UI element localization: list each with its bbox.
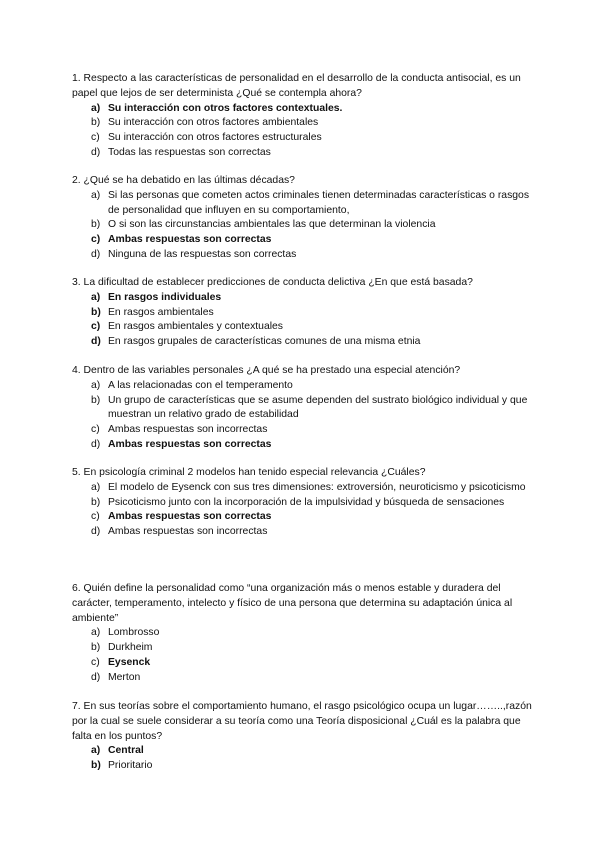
option-c: c) En rasgos ambientales y contextuales — [91, 321, 284, 333]
question-3 — [72, 276, 532, 350]
question-text: 3. La dificultad de establecer predicciones de conducta delictiva ¿En que está basada? — [72, 277, 473, 288]
option-a: a) A las relacionadas con el temperamento — [91, 379, 293, 391]
option-c: c) Ambas respuestas son correctas — [91, 234, 272, 246]
option-b: b) En rasgos ambientales — [91, 306, 214, 318]
options-list — [72, 481, 532, 540]
question-7 — [72, 700, 532, 774]
option-b: b) Durkheim — [91, 642, 153, 654]
option-a: a) Lombrosso — [91, 627, 160, 639]
question-6 — [72, 582, 532, 686]
option-a: a) Su interacción con otros factores contextuales. — [91, 102, 343, 114]
option-a: a) Si las personas que cometen actos criminales tienen determinadas características o rasgos de personalidad que influyen en su comportamiento, — [91, 189, 530, 216]
option-d: d) Todas las respuestas son correctas — [91, 146, 271, 158]
options-list — [72, 189, 532, 263]
option-b: b) Psicoticismo junto con la incorporación de la impulsividad y búsqueda de sensaciones — [91, 496, 505, 508]
question-1 — [72, 72, 532, 161]
option-d: d) Ninguna de las respuestas son correctas — [91, 248, 297, 260]
option-d: d) Ambas respuestas son incorrectas — [91, 526, 268, 538]
option-b: b) Prioritario — [91, 760, 153, 772]
question-2 — [72, 174, 532, 263]
option-b: b) Su interacción con otros factores ambientales — [91, 117, 319, 129]
question-text: 4. Dentro de las variables personales ¿A qué se ha prestado una especial atención? — [72, 365, 461, 376]
options-list — [72, 744, 532, 774]
option-d: d) En rasgos grupales de características comunes de una misma etnia — [91, 336, 421, 348]
question-text: 5. En psicología criminal 2 modelos han tenido especial relevancia ¿Cuáles? — [72, 467, 426, 478]
question-text: 1. Respecto a las características de personalidad en el desarrollo de la conducta antisocial, es un papel que lejos de ser determinista ¿Qué se contempla ahora? — [72, 73, 521, 99]
question-4 — [72, 364, 532, 453]
options-list — [72, 626, 532, 685]
question-5 — [72, 466, 532, 540]
option-a: a) En rasgos individuales — [91, 291, 222, 303]
option-c: c) Ambas respuestas son incorrectas — [91, 424, 268, 436]
option-b: b) O si son las circunstancias ambientales las que determinan la violencia — [91, 219, 436, 231]
option-a: a) Central — [91, 745, 144, 757]
option-c: c) Su interacción con otros factores estructurales — [91, 132, 322, 144]
option-c: c) Ambas respuestas son correctas — [91, 511, 272, 523]
option-c: c) Eysenck — [91, 656, 151, 668]
question-text: 7. En sus teorías sobre el comportamiento humano, el rasgo psicológico ocupa un lugar……..,razón por la cual se suele considerar a su teoría como una Teoría disposicional ¿Cuál es la palabra que falta en los puntos? — [72, 701, 532, 742]
question-text: 2. ¿Qué se ha debatido en las últimas décadas? — [72, 175, 295, 186]
option-b: b) Un grupo de características que se asume dependen del sustrato biológico individual y que muestran un relativo grado de estabilidad — [91, 394, 528, 421]
option-d: d) Merton — [91, 671, 141, 683]
options-list — [72, 102, 532, 161]
option-a: a) El modelo de Eysenck con sus tres dimensiones: extroversión, neuroticismo y psicoticismo — [91, 481, 526, 493]
options-list — [72, 379, 532, 453]
option-d: d) Ambas respuestas son correctas — [91, 438, 272, 450]
question-text: 6. Quién define la personalidad como “una organización más o menos estable y duradera del carácter, temperamento, intelecto y físico de una persona que determina su adaptación única al ambiente” — [72, 583, 513, 624]
options-list — [72, 291, 532, 350]
